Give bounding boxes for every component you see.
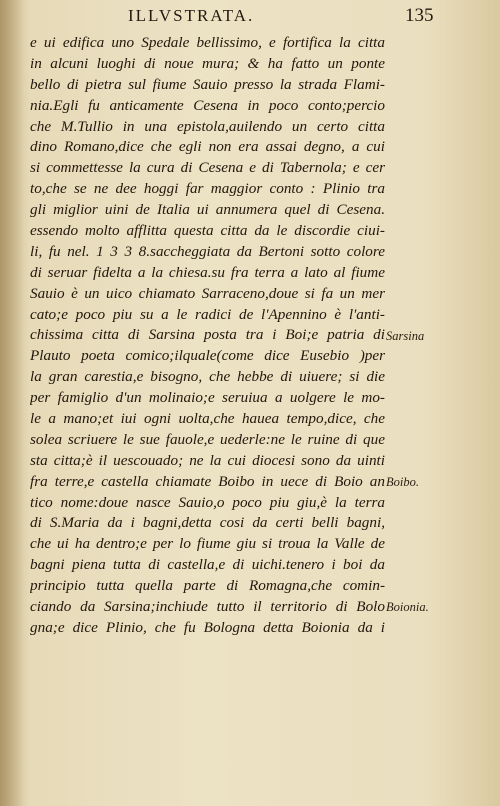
text-line: per famiglio d'un molinaio;e seruiua a uolgere le mo-	[30, 389, 385, 407]
text-line: principio tutta quella parte di Romagna,che comin-	[30, 577, 385, 595]
text-line: tico nome:doue nasce Sauio,o poco piu giu,è la terra	[30, 493, 385, 511]
text-line: sta citta;è il uescouado; ne la cui diocesi sono da uinti	[30, 451, 385, 469]
text-line: essendo molto afflitta questa citta da le discordie ciui-	[30, 222, 385, 240]
text-line: in alcuni luoghi di noue mura; & ha fatto un ponte	[30, 54, 385, 72]
text-line: chissima citta di Sarsina posta tra i Boi;e patria di	[30, 326, 385, 344]
text-line: bagni piena tutta di castella,e di uichi.tenero i boi da	[30, 556, 385, 574]
text-line: si commettesse la cura di Cesena e di Tabernola; e cer	[30, 159, 385, 177]
text-line: to,che se ne dee hoggi far maggior conto : Plinio tra	[30, 180, 385, 198]
running-head: ILLVSTRATA.	[128, 6, 255, 25]
text-line: Plauto poeta comico;ilquale(come dice Eusebio )per	[30, 347, 385, 365]
text-line: di seruar fidelta a la chiesa.su fra terra a lato al fiume	[30, 263, 385, 281]
text-line: e ui edifica uno Spedale bellissimo, e fortifica la citta	[30, 34, 385, 51]
text-line: dino Romano,dice che egli non era assai degno, a cui	[30, 138, 385, 156]
text-line: gna;e dice Plinio, che fu Bologna detta Boionia da i	[30, 618, 385, 636]
text-line: gli miglior uini de Italia ui annumera quel di Cesena.	[30, 201, 385, 219]
text-line: li, fu nel. 1 3 3 8.saccheggiata da Bertoni sotto colore	[30, 242, 385, 260]
text-line: ciando da Sarsina;inchiude tutto il territorio di Bolo	[30, 598, 385, 616]
margin-note: Boibo.	[386, 474, 419, 489]
text-line: nia.Egli fu anticamente Cesena in poco conto;percio	[30, 96, 385, 114]
text-line: bello di pietra sul fiume Sauio presso la strada Flami-	[30, 75, 385, 93]
text-line: di S.Maria da i bagni,detta cosi da certi belli bagni,	[30, 514, 385, 532]
text-line: fra terre,e castella chiamate Boibo in uece di Boio an	[30, 472, 385, 490]
gutter-shadow	[0, 0, 24, 806]
margin-note: Boionia.	[386, 600, 429, 615]
page-header	[0, 6, 500, 28]
text-line: le a mano;et iui ogni uolta,che hauea tempo,dice, che	[30, 410, 385, 428]
text-line: la gran carestia,e bisogno, che hebbe di uiuere; si die	[30, 368, 385, 386]
text-line: Sauio è un uico chiamato Sarraceno,doue si fa un mer	[30, 284, 385, 302]
body-text	[30, 33, 385, 639]
text-line: cato;e poco piu su a le radici de l'Apennino è l'anti-	[30, 305, 385, 323]
text-line: solea scriuere le sue fauole,e uederle:ne le ruine di que	[30, 430, 385, 448]
text-line: che M.Tullio in una epistola,auilendo un certo citta	[30, 117, 385, 135]
page-number: 135	[405, 5, 434, 26]
margin-note: Sarsina	[386, 328, 425, 343]
text-line: che ui ha dentro;e per lo fiume giu si troua la Valle de	[30, 535, 385, 553]
